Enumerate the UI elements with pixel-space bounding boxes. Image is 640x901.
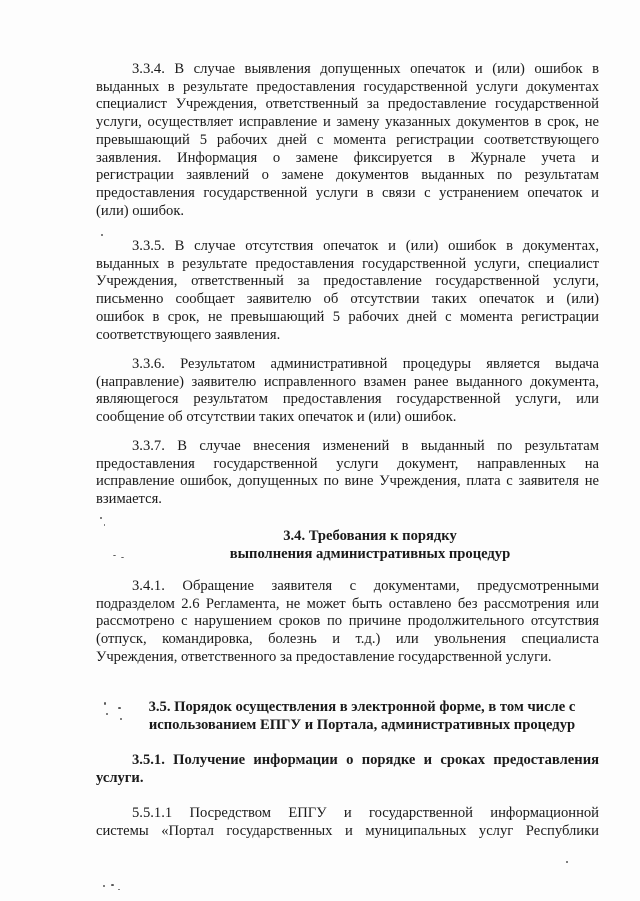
text-line: письменно сообщает заявителю об отсутствии таких опечаток и (или) <box>96 291 599 308</box>
scan-speck <box>103 885 105 887</box>
text-line: превышающий 5 рабочих дней с момента регистрации соответствующего <box>96 131 599 148</box>
text-line: 3.3.5. В случае отсутствия опечаток и (или) ошибок в документах, <box>132 238 599 254</box>
scan-speck <box>111 884 114 886</box>
paragraph-3-3-7 <box>96 438 599 509</box>
paragraph-3-4-1 <box>96 578 599 667</box>
heading-line: 3.4. Требования к порядку <box>283 528 457 544</box>
text-line: специалист Учреждения, ответственный за предоставление государственной <box>96 96 599 113</box>
scan-speck <box>106 713 108 715</box>
scan-speck <box>118 707 121 709</box>
text-line: системы «Портал государственных и муниципальных услуг Республики <box>96 822 599 839</box>
scan-speck <box>120 718 122 720</box>
text-line: рассмотрено с нарушением сроков по причине продолжительного отсутствия <box>96 613 599 630</box>
heading-line: выполнения административных процедур <box>229 546 511 562</box>
text-line: взимается. <box>96 491 162 508</box>
scan-speck <box>100 517 102 519</box>
text-line: 3.3.6. Результатом административной процедуры является выдача <box>132 356 599 372</box>
text-line: подразделом 2.6 Регламента, не может быть оставлено без рассмотрения или <box>96 595 599 612</box>
paragraph-3-3-4 <box>96 61 599 220</box>
section-heading-3-4 <box>200 527 540 563</box>
text-line: услуги, осуществляет исправление и замену указанных документов в срок, не <box>96 114 599 131</box>
text-line: 3.3.7. В случае внесения изменений в выданный по результатам <box>132 438 599 454</box>
text-line: предоставления государственной услуги документ, направленных на <box>96 455 599 472</box>
text-line: выданных в результате предоставления государственной услуги документах <box>96 78 599 95</box>
heading-line: услуги. <box>96 769 144 786</box>
paragraph-3-3-6 <box>96 356 599 427</box>
subsection-heading-3-5-1 <box>96 752 599 787</box>
text-line: (отпуск, командировка, болезнь и т.д.) или увольнения специалиста <box>96 631 599 648</box>
scan-speck <box>104 524 105 526</box>
heading-line: использованием ЕПГУ и Портала, административных процедур <box>148 717 576 733</box>
text-line: исправление ошибок, допущенных по вине Учреждения, плата с заявителя не <box>96 473 599 490</box>
paragraph-5-5-1-1 <box>96 805 599 840</box>
text-line: 5.5.1.1 Посредством ЕПГУ и государственной информационной <box>132 805 599 821</box>
heading-line: 3.5. Порядок осуществления в электронной форме, в том числе с <box>148 699 576 715</box>
section-heading-3-5 <box>124 698 600 734</box>
text-line: 3.3.4. В случае выявления допущенных опечаток и (или) ошибок в <box>132 61 599 77</box>
text-line: предоставления государственной услуги в связи с устранением опечаток и <box>96 184 599 201</box>
text-line: регистрации заявлений о замене документов выданных по результатам <box>96 167 599 184</box>
text-line: 3.4.1. Обращение заявителя с документами, предусмотренными <box>132 578 599 594</box>
text-line: (или) ошибок. <box>96 202 185 219</box>
scan-speck <box>104 702 106 705</box>
text-line: ошибок в срок, не превышающий 5 рабочих дней с момента регистрации <box>96 308 599 325</box>
text-line: сообщение об отсутствии таких опечаток и (или) ошибок. <box>96 409 457 426</box>
scan-speck <box>113 555 116 556</box>
scan-speck <box>118 889 120 890</box>
scan-speck <box>101 234 103 236</box>
paragraph-3-3-5 <box>96 238 599 344</box>
text-line: соответствующего заявления. <box>96 326 281 343</box>
text-line: являющегося результатом предоставления государственной услуги, или <box>96 391 599 408</box>
text-line: Учреждения, ответственный за предоставление государственной услуги, <box>96 273 599 290</box>
scan-speck <box>121 557 124 558</box>
text-line: выданных в результате предоставления государственной услуги, специалист <box>96 255 599 272</box>
text-line: заявления. Информация о замене фиксируется в Журнале учета и <box>96 149 599 166</box>
heading-line: 3.5.1. Получение информации о порядке и сроках предоставления <box>132 752 599 768</box>
text-line: (направление) заявителю исправленного взамен ранее выданного документа, <box>96 373 599 390</box>
scan-speck <box>566 861 568 863</box>
text-line: Учреждения, ответственного за предоставление государственной услуги. <box>96 648 552 665</box>
